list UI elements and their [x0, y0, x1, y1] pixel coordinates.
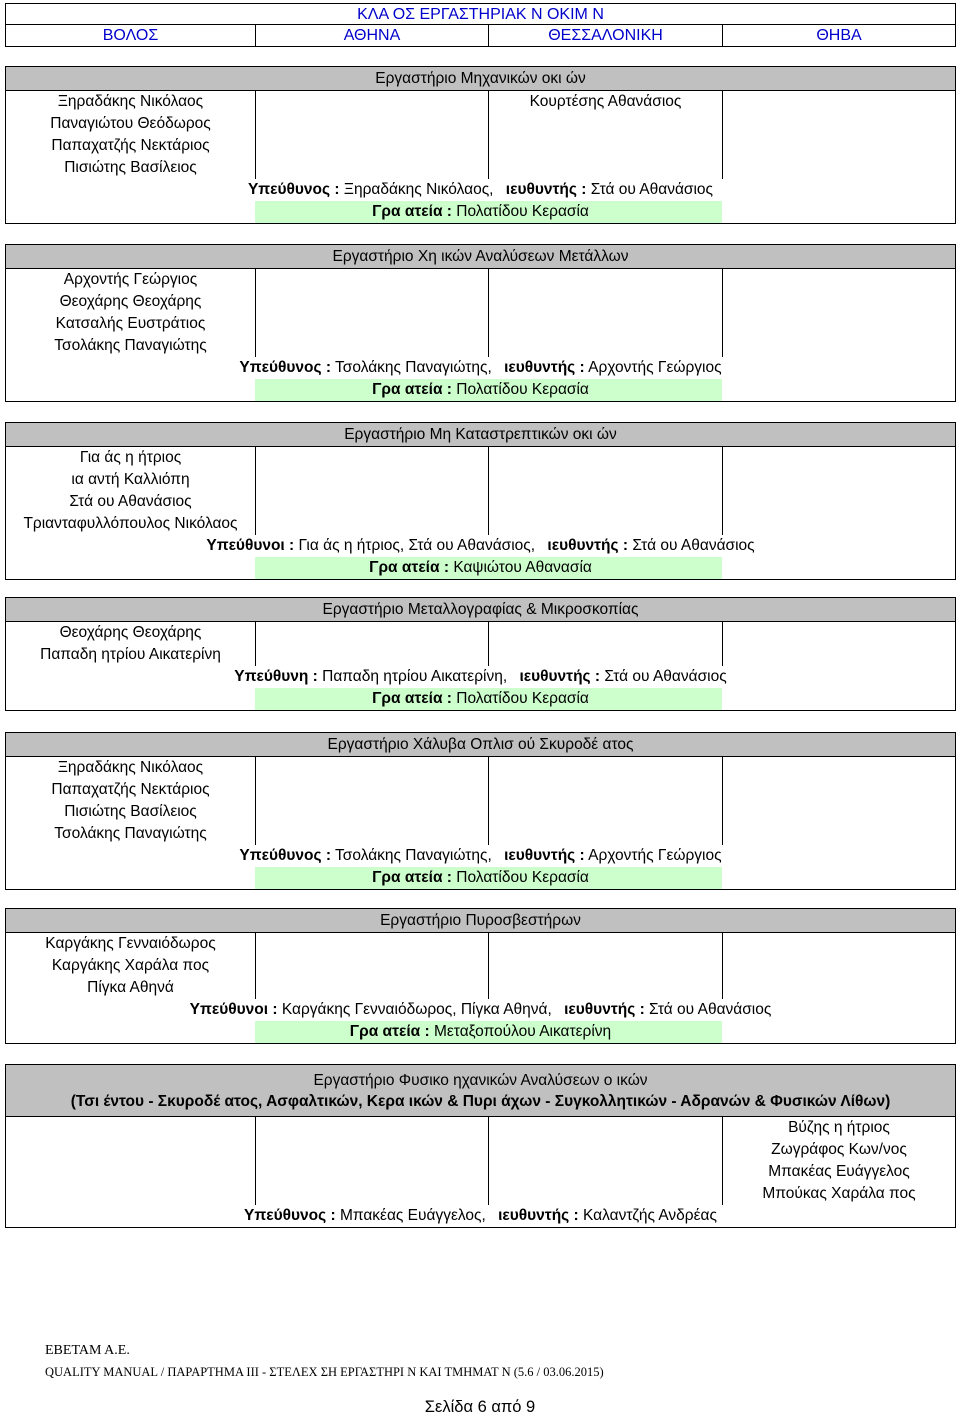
- staff-column-thessaloniki: [488, 447, 722, 535]
- responsible-label: Υπεύθυνοι :: [206, 537, 295, 554]
- staff-column-thessaloniki: [488, 622, 722, 666]
- staff-name: Παπαδη ητρίου Αικατερίνη: [40, 646, 221, 663]
- staff-column-thiva: [722, 1117, 955, 1205]
- responsible-name: Για άς η ήτριος, Στά ου Αθανάσιος,: [298, 537, 536, 554]
- staff-column-thessaloniki: [488, 933, 722, 999]
- staff-column-volos: [6, 933, 255, 999]
- location-athina: ΑΘΗΝΑ: [255, 25, 488, 46]
- director-label: ιευθυντής :: [505, 181, 587, 198]
- locations-row: [6, 25, 955, 46]
- responsible-name: Μπακέας Ευάγγελος,: [339, 1207, 486, 1224]
- responsible-row: [6, 845, 955, 867]
- staff-name: Παπαχατζής Νεκτάριος: [51, 137, 210, 154]
- staff-name: Για άς η ήτριος: [79, 449, 182, 466]
- secretariat-name: Πολατίδου Κερασία: [456, 203, 589, 220]
- lab-section: [5, 732, 956, 890]
- footer-document-reference: QUALITY MANUAL / ΠΑΡΑΡΤΗΜΑ ΙΙΙ - ΣΤΕΛΕΧ ΣΗ ΕΡΓΑΣΤΗΡΙ Ν ΚΑΙ ΤΜΗΜΑΤ Ν (5.6 / 03.06.2015): [45, 1365, 604, 1379]
- staff-name: Παπαχατζής Νεκτάριος: [51, 781, 210, 798]
- staff-grid: [6, 447, 955, 535]
- lab-section: [5, 597, 956, 711]
- secretariat-name: Καψιώτου Αθανασία: [453, 559, 592, 576]
- lab-section: [5, 422, 956, 580]
- secretariat-label: Γρα ατεία :: [372, 869, 452, 886]
- responsible-row: [6, 357, 955, 379]
- secretariat-row: [6, 379, 955, 401]
- director-label: ιευθυντής :: [498, 1207, 579, 1224]
- staff-name: Κουρτέσης Αθανάσιος: [529, 93, 682, 110]
- responsible-row: [6, 1205, 955, 1227]
- staff-column-thiva: [722, 622, 955, 666]
- staff-column-volos: [6, 269, 255, 357]
- secretariat-label: Γρα ατεία :: [369, 559, 449, 576]
- lab-title: Εργαστήριο Μεταλλογραφίας & Μικροσκοπίας: [6, 598, 955, 622]
- director-name: Στά ου Αθανάσιος: [590, 181, 714, 198]
- secretariat-name: Μεταξοπούλου Αικατερίνη: [433, 1023, 612, 1040]
- staff-column-athina: [255, 933, 488, 999]
- director-label: ιευθυντής :: [504, 847, 585, 864]
- responsible-name: Τσολάκης Παναγιώτης,: [335, 359, 492, 376]
- staff-column-athina: [255, 757, 488, 845]
- staff-name: Τριανταφυλλόπουλος Νικόλαος: [23, 515, 238, 532]
- lab-title: Εργαστήριο Χάλυβα Οπλισ ού Σκυροδέ ατος: [6, 733, 955, 757]
- staff-name: Κατσαλής Ευστράτιος: [55, 315, 206, 332]
- staff-name: Ξηραδάκης Νικόλαος: [57, 759, 204, 776]
- responsible-label: Υπεύθυνος :: [244, 1207, 336, 1224]
- location-thiva: ΘΗΒΑ: [722, 25, 955, 46]
- director-name: Στά ου Αθανάσιος: [649, 1001, 772, 1018]
- director-name: Στά ου Αθανάσιος: [632, 537, 755, 554]
- staff-name: Ζωγράφος Κων/νος: [771, 1141, 907, 1158]
- staff-column-volos: [6, 757, 255, 845]
- staff-column-thiva: [722, 269, 955, 357]
- staff-column-volos: [6, 447, 255, 535]
- staff-column-thiva: [722, 447, 955, 535]
- lab-section: [5, 66, 956, 224]
- staff-name: Τσολάκης Παναγιώτης: [54, 825, 207, 842]
- locations-header: [5, 3, 956, 47]
- secretariat-row: [6, 557, 955, 579]
- staff-name: ια αντή Καλλιόπη: [71, 471, 190, 488]
- director-label: ιευθυντής :: [547, 537, 629, 554]
- responsible-label: Υπεύθυνος :: [247, 181, 340, 198]
- lab-subtitle: (Τσι έντου - Σκυροδέ ατος, Ασφαλτικών, Κερα ικών & Πυρι άχων - Συγκολλητικών - Αδρανών & Φυσικών Λίθων): [70, 1093, 891, 1110]
- lab-section: [5, 908, 956, 1044]
- responsible-label: Υπεύθυνη :: [234, 668, 318, 685]
- staff-column-athina: [255, 269, 488, 357]
- staff-column-volos: [6, 91, 255, 179]
- staff-column-thessaloniki: [488, 1117, 722, 1205]
- staff-name: Θεοχάρης Θεοχάρης: [59, 624, 202, 641]
- secretariat-row: [6, 201, 955, 223]
- staff-grid: [6, 91, 955, 179]
- staff-name: Μπακέας Ευάγγελος: [768, 1163, 910, 1180]
- director-label: ιευθυντής :: [504, 359, 585, 376]
- staff-name: Παναγιώτου Θεόδωρος: [50, 115, 211, 132]
- footer-company: ΕΒΕΤΑΜ Α.Ε.: [45, 1343, 130, 1358]
- staff-name: Τσολάκης Παναγιώτης: [54, 337, 207, 354]
- secretariat-row: [6, 688, 955, 710]
- responsible-row: [6, 179, 955, 201]
- director-name: Αρχοντής Γεώργιος: [588, 359, 722, 376]
- staff-grid: [6, 1117, 955, 1205]
- responsible-row: [6, 666, 955, 688]
- secretariat-name: Πολατίδου Κερασία: [456, 381, 589, 398]
- staff-grid: [6, 757, 955, 845]
- secretariat-row: [6, 867, 955, 889]
- responsible-label: Υπεύθυνος :: [239, 847, 331, 864]
- responsible-name: Καργάκης Γενναιόδωρος, Πίγκα Αθηνά,: [281, 1001, 552, 1018]
- staff-column-volos: [6, 622, 255, 666]
- staff-name: Βύζης η ήτριος: [788, 1119, 890, 1136]
- responsible-row: [6, 535, 955, 557]
- staff-name: Στά ου Αθανάσιος: [69, 493, 192, 510]
- lab-section: [5, 244, 956, 402]
- secretariat-label: Γρα ατεία :: [372, 203, 452, 220]
- staff-name: Πισιώτης Βασίλειος: [64, 803, 197, 820]
- secretariat-name: Πολατίδου Κερασία: [456, 869, 589, 886]
- staff-name: Ξηραδάκης Νικόλαος: [57, 93, 204, 110]
- page-number: Σελίδα 6 από 9: [424, 1398, 536, 1416]
- staff-column-athina: [255, 91, 488, 179]
- staff-grid: [6, 269, 955, 357]
- responsible-label: Υπεύθυνοι :: [189, 1001, 278, 1018]
- lab-title: Εργαστήριο Φυσικο ηχανικών Αναλύσεων ο ικών: [313, 1072, 648, 1089]
- location-thessaloniki: ΘΕΣΣΑΛΟΝΙΚΗ: [488, 25, 722, 46]
- staff-column-thiva: [722, 933, 955, 999]
- responsible-row: [6, 999, 955, 1021]
- director-label: ιευθυντής :: [564, 1001, 645, 1018]
- staff-name: Θεοχάρης Θεοχάρης: [59, 293, 202, 310]
- staff-name: Καργάκης Χαράλα πος: [51, 957, 210, 974]
- location-volos: ΒΟΛΟΣ: [102, 27, 159, 44]
- staff-name: Μπούκας Χαράλα πος: [762, 1185, 916, 1202]
- staff-column-thessaloniki: [488, 269, 722, 357]
- staff-grid: [6, 622, 955, 666]
- staff-column-athina: [255, 1117, 488, 1205]
- lab-title: Εργαστήριο Χη ικών Αναλύσεων Μετάλλων: [6, 245, 955, 269]
- staff-column-thessaloniki: [488, 757, 722, 845]
- responsible-label: Υπεύθυνος :: [239, 359, 331, 376]
- staff-name: Καργάκης Γενναιόδωρος: [45, 935, 216, 952]
- staff-column-athina: [255, 447, 488, 535]
- secretariat-label: Γρα ατεία :: [372, 690, 452, 707]
- staff-column-athina: [255, 622, 488, 666]
- secretariat-label: Γρα ατεία :: [349, 1023, 430, 1040]
- lab-title: Εργαστήριο Μη Καταστρεπτικών οκι ών: [6, 423, 955, 447]
- staff-grid: [6, 933, 955, 999]
- staff-column-thessaloniki: [488, 91, 722, 179]
- staff-name: Πίγκα Αθηνά: [87, 979, 174, 996]
- staff-column-thiva: [722, 757, 955, 845]
- secretariat-label: Γρα ατεία :: [372, 381, 452, 398]
- staff-name: Αρχοντής Γεώργιος: [63, 271, 198, 288]
- director-name: Καλαντζής Ανδρέας: [583, 1207, 717, 1224]
- secretariat-name: Πολατίδου Κερασία: [456, 690, 589, 707]
- director-name: Στά ου Αθανάσιος: [604, 668, 727, 685]
- director-label: ιευθυντής :: [519, 668, 601, 685]
- director-name: Αρχοντής Γεώργιος: [588, 847, 722, 864]
- responsible-name: Ξηραδάκης Νικόλαος,: [343, 181, 494, 198]
- staff-column-thiva: [722, 91, 955, 179]
- lab-title: Εργαστήριο Μηχανικών οκι ών: [6, 67, 955, 91]
- secretariat-row: [6, 1021, 955, 1043]
- staff-column-volos: [6, 1117, 255, 1205]
- document-title: ΚΛΑ ΟΣ ΕΡΓΑΣΤΗΡΙΑΚ Ν ΟΚΙΜ Ν: [6, 4, 955, 25]
- staff-name: Πισιώτης Βασίλειος: [64, 159, 197, 176]
- responsible-name: Τσολάκης Παναγιώτης,: [335, 847, 492, 864]
- lab-title: Εργαστήριο Πυροσβεστήρων: [6, 909, 955, 933]
- lab-title-block: [6, 1065, 955, 1117]
- responsible-name: Παπαδη ητρίου Αικατερίνη,: [322, 668, 508, 685]
- lab-section: [5, 1064, 956, 1228]
